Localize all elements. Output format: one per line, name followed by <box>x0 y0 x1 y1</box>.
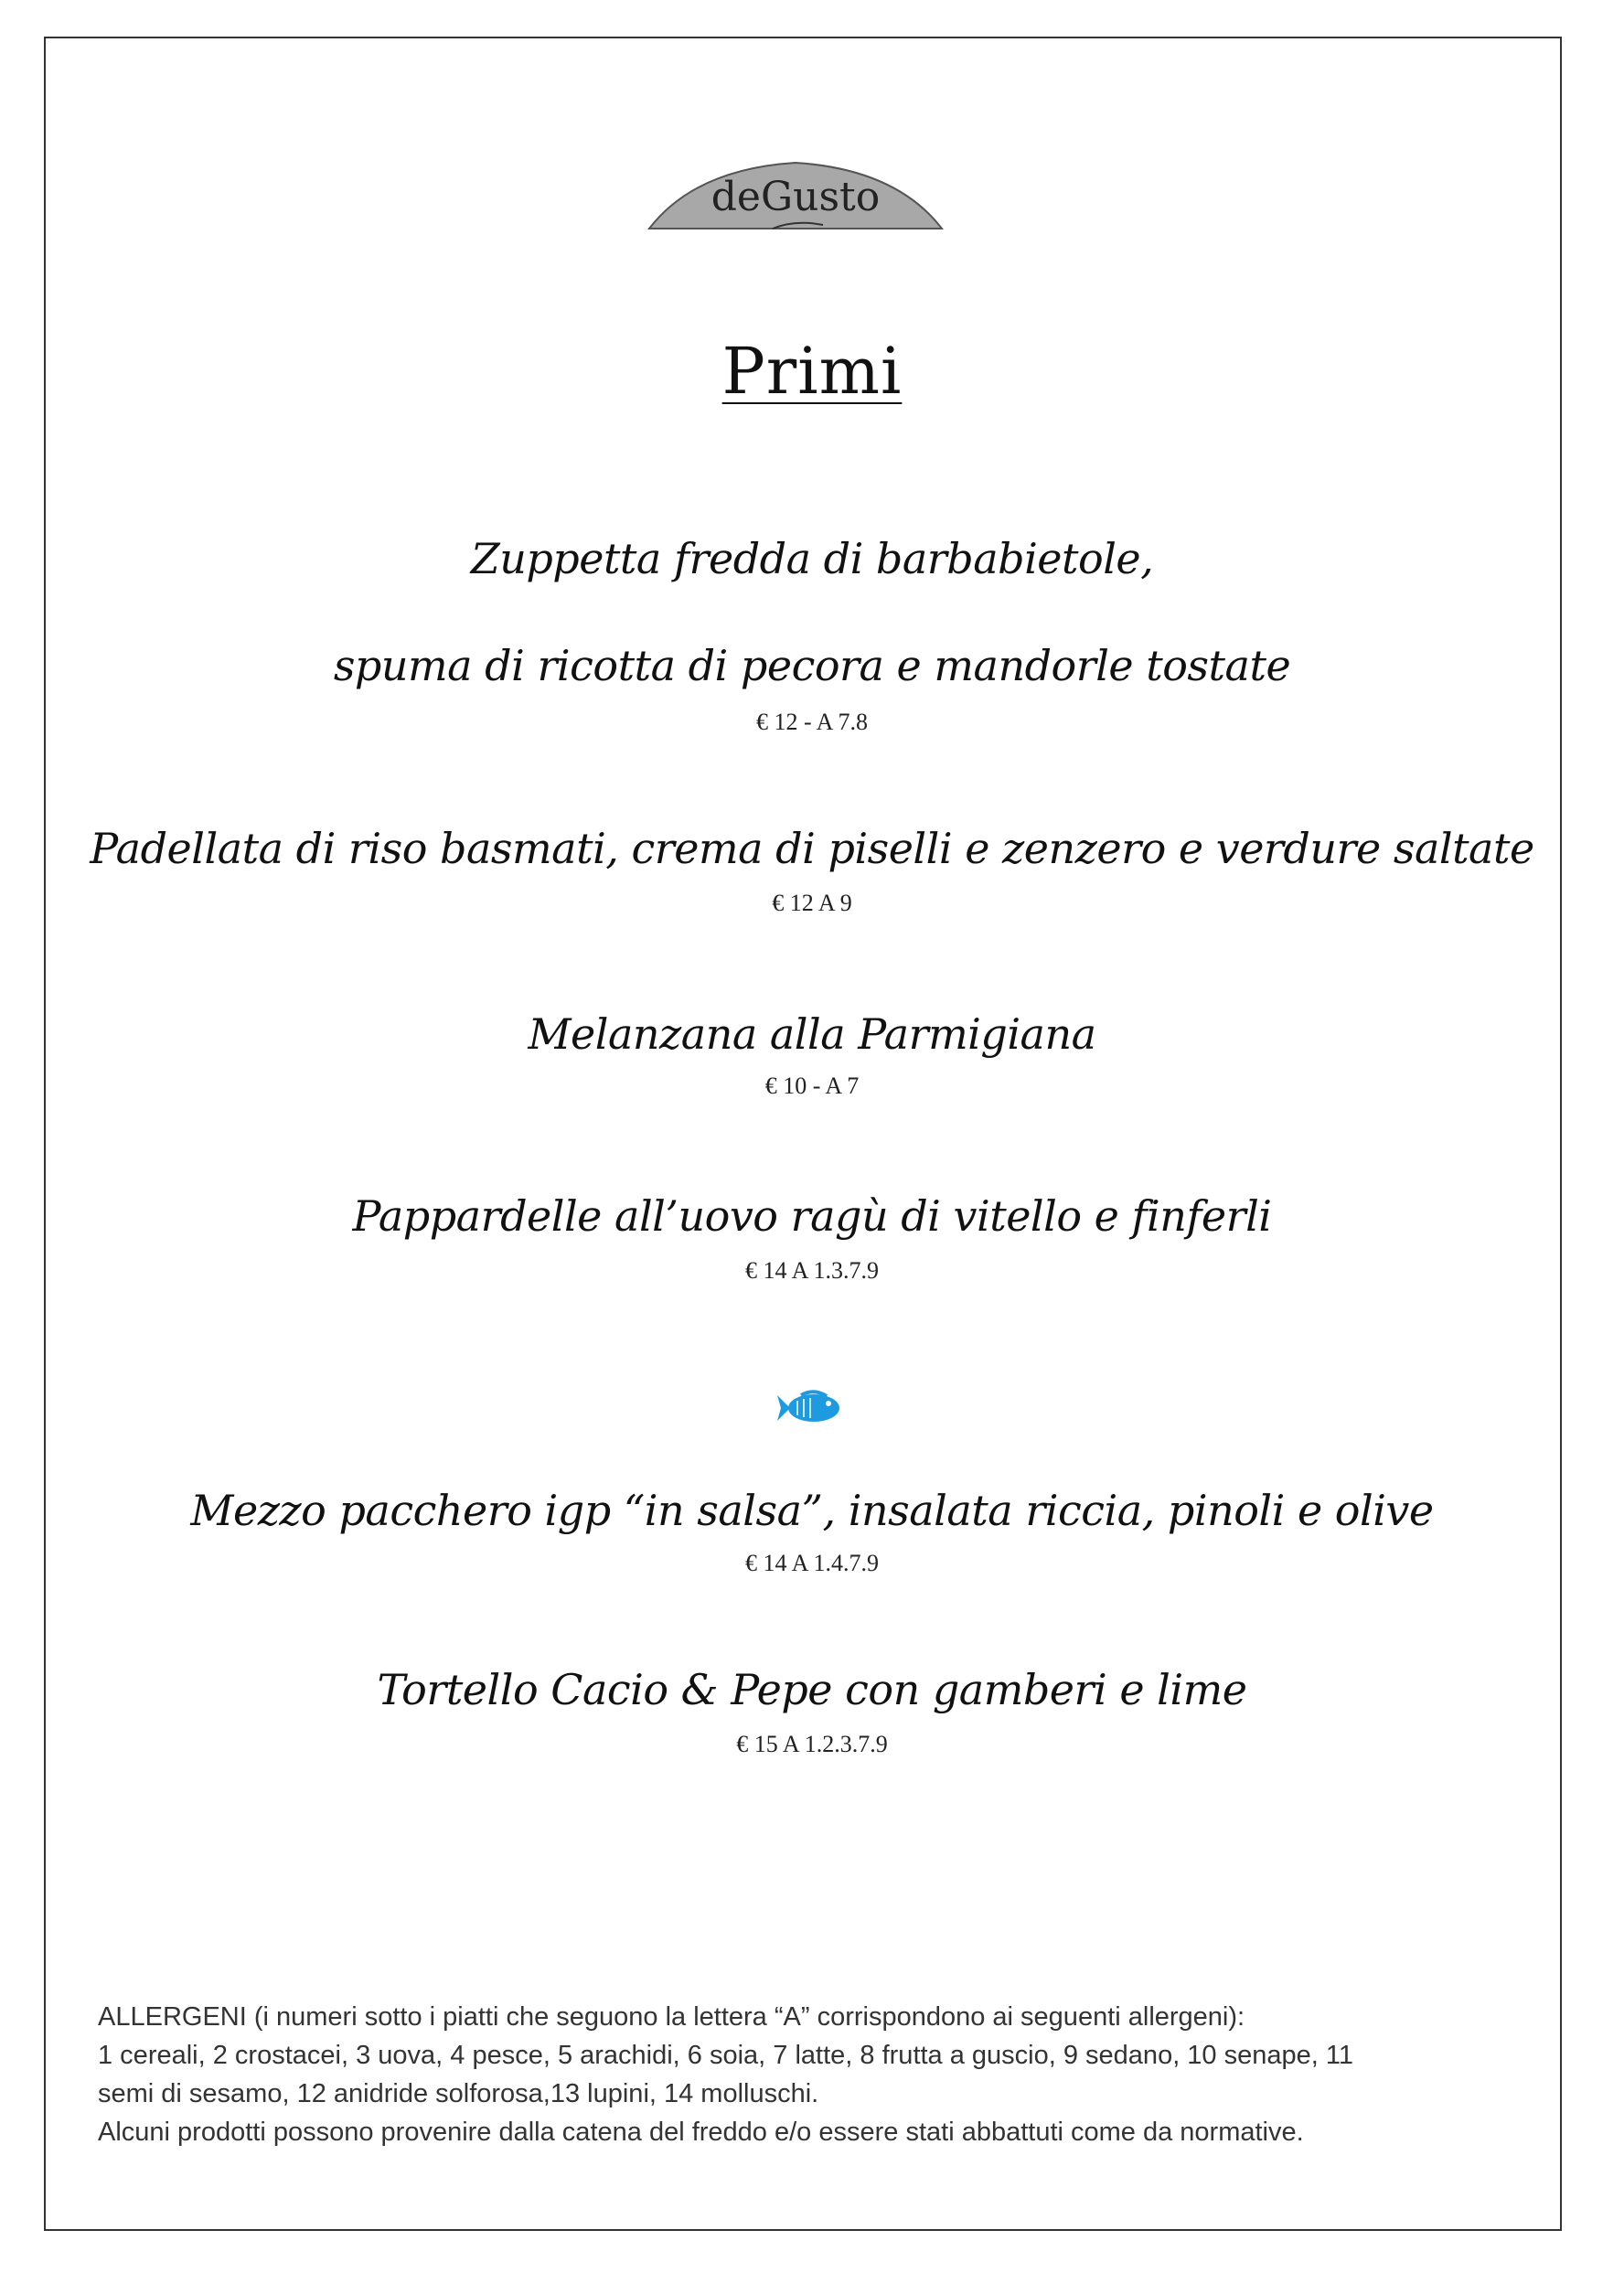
dish-1-price: € 12 - A 7.8 <box>755 709 869 735</box>
section-title: Primi <box>721 334 903 409</box>
dish-3-name: Melanzana alla Parmigiana <box>528 1009 1096 1059</box>
dish-6-name: Tortello Cacio & Pepe con gamberi e lime <box>377 1665 1247 1714</box>
allergens-line-4: Alcuni prodotti possono provenire dalla catena del freddo e/o essere stati abbattuti come da normative. <box>98 2118 1304 2147</box>
svg-text:deGusto: deGusto <box>710 174 881 220</box>
dish-1-name-line-1: Zuppetta fredda di barbabietole, <box>470 534 1154 583</box>
allergens-line-1: ALLERGENI (i numeri sotto i piatti che seguono la lettera “A” corrispondono ai seguenti allergeni): <box>98 2002 1245 2032</box>
dish-4-price: € 14 A 1.3.7.9 <box>745 1257 879 1284</box>
allergens-note <box>98 1998 1543 2151</box>
fish-icon <box>774 1388 847 1428</box>
dish-5-price: € 14 A 1.4.7.9 <box>745 1550 879 1576</box>
allergens-line-3: semi di sesamo, 12 anidride solforosa,13 lupini, 14 molluschi. <box>98 2079 819 2108</box>
dish-1-name-line-2: spuma di ricotta di pecora e mandorle tostate <box>333 641 1291 690</box>
dish-5-name: Mezzo pacchero igp “in salsa”, insalata riccia, pinoli e olive <box>190 1486 1434 1535</box>
dish-2-name: Padellata di riso basmati, crema di piselli e zenzero e verdure saltate <box>90 824 1534 873</box>
degusto-logo <box>640 137 951 247</box>
allergens-line-2: 1 cereali, 2 crostacei, 3 uova, 4 pesce, 5 arachidi, 6 soia, 7 latte, 8 frutta a guscio, 9 sedano, 10 senape, 11 <box>98 2041 1353 2070</box>
dish-4-name: Pappardelle all’uovo ragù di vitello e finferli <box>352 1191 1272 1241</box>
dish-2-price: € 12 A 9 <box>772 890 852 916</box>
dish-3-price: € 10 - A 7 <box>764 1072 860 1099</box>
dish-6-price: € 15 A 1.2.3.7.9 <box>736 1731 888 1757</box>
